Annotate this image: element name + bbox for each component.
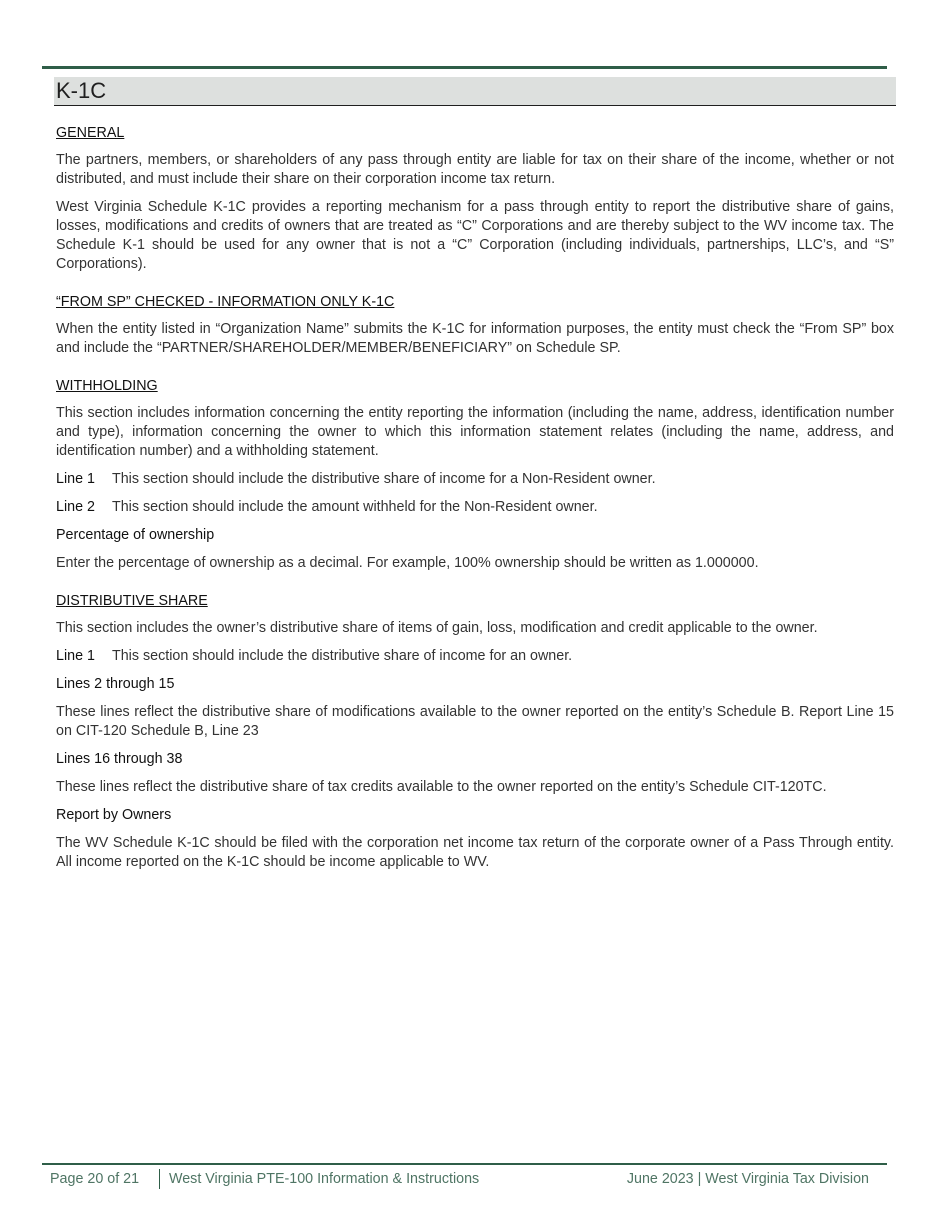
lines-2-15-paragraph: These lines reflect the distributive share of modifications available to the owner reported on the entity’s Schedule B. Report Line 15 on CIT-120 Schedule B, Line 23 — [56, 704, 894, 739]
percentage-paragraph: Enter the percentage of ownership as a decimal. For example, 100% ownership should be written as 1.000000. — [56, 555, 759, 571]
from-sp-heading: “FROM SP” CHECKED - INFORMATION ONLY K-1C — [56, 294, 395, 310]
footer-divider — [159, 1169, 160, 1189]
document-body — [56, 124, 894, 881]
general-heading: GENERAL — [56, 125, 125, 141]
line-label: Line 1 — [56, 471, 95, 487]
percentage-heading: Percentage of ownership — [56, 527, 215, 543]
footer-rule — [42, 1163, 887, 1165]
page-number: Page 20 of 21 — [50, 1171, 140, 1187]
report-by-owners-paragraph: The WV Schedule K-1C should be filed with the corporation net income tax return of the corporate owner of a Pass Through entity. All income reported on the K-1C should be income applicable to WV. — [56, 835, 894, 870]
section-title: K-1C — [56, 78, 107, 103]
general-paragraph-1: The partners, members, or shareholders of any pass through entity are liable for tax on their share of the income, whether or not distributed, and must include their share on their corporation income tax return. — [56, 152, 894, 187]
line-text: This section should include the amount withheld for the Non-Resident owner. — [112, 499, 598, 515]
withholding-paragraph: This section includes information concerning the entity reporting the information (including the name, address, identification number and type), information concerning the owner to which this information statement relates (including the name, address, and identification number) and a withholding statement. — [56, 405, 894, 459]
top-rule — [42, 66, 887, 69]
withholding-heading: WITHHOLDING — [56, 378, 158, 394]
section-banner — [54, 77, 896, 106]
line-text: This section should include the distributive share of income for a Non-Resident owner. — [112, 471, 656, 487]
page-footer — [50, 1169, 870, 1189]
general-paragraph-2: West Virginia Schedule K-1C provides a reporting mechanism for a pass through entity to report the distributive share of gains, losses, modifications and credits of owners that are treated as “C” Corporations and are thereby subject to the WV income tax. The Schedule K-1 should be used for any owner that is not a “C” Corporation (including individuals, partnerships, LLC’s, and “S” Corporations). — [56, 199, 894, 272]
lines-2-15-heading: Lines 2 through 15 — [56, 676, 175, 692]
date-and-organization: June 2023 | West Virginia Tax Division — [626, 1171, 869, 1187]
distributive-line-1 — [56, 647, 894, 666]
line-label: Line 2 — [56, 499, 95, 515]
document-title: West Virginia PTE-100 Information & Instructions — [169, 1171, 480, 1187]
lines-16-38-heading: Lines 16 through 38 — [56, 751, 183, 767]
lines-16-38-paragraph: These lines reflect the distributive share of tax credits available to the owner reported on the entity’s Schedule CIT-120TC. — [56, 779, 827, 795]
line-text: This section should include the distributive share of income for an owner. — [112, 648, 573, 664]
from-sp-paragraph: When the entity listed in “Organization Name” submits the K-1C for information purposes, the entity must check the “From SP” box and include the “PARTNER/SHAREHOLDER/MEMBER/BENEFICIARY” on Schedule SP. — [56, 321, 894, 356]
withholding-line-2 — [56, 498, 894, 517]
distributive-heading: DISTRIBUTIVE SHARE — [56, 593, 208, 609]
line-label: Line 1 — [56, 648, 95, 664]
report-by-owners-heading: Report by Owners — [56, 807, 172, 823]
distributive-paragraph: This section includes the owner’s distributive share of items of gain, loss, modification and credit applicable to the owner. — [56, 620, 818, 636]
withholding-line-1 — [56, 470, 894, 489]
